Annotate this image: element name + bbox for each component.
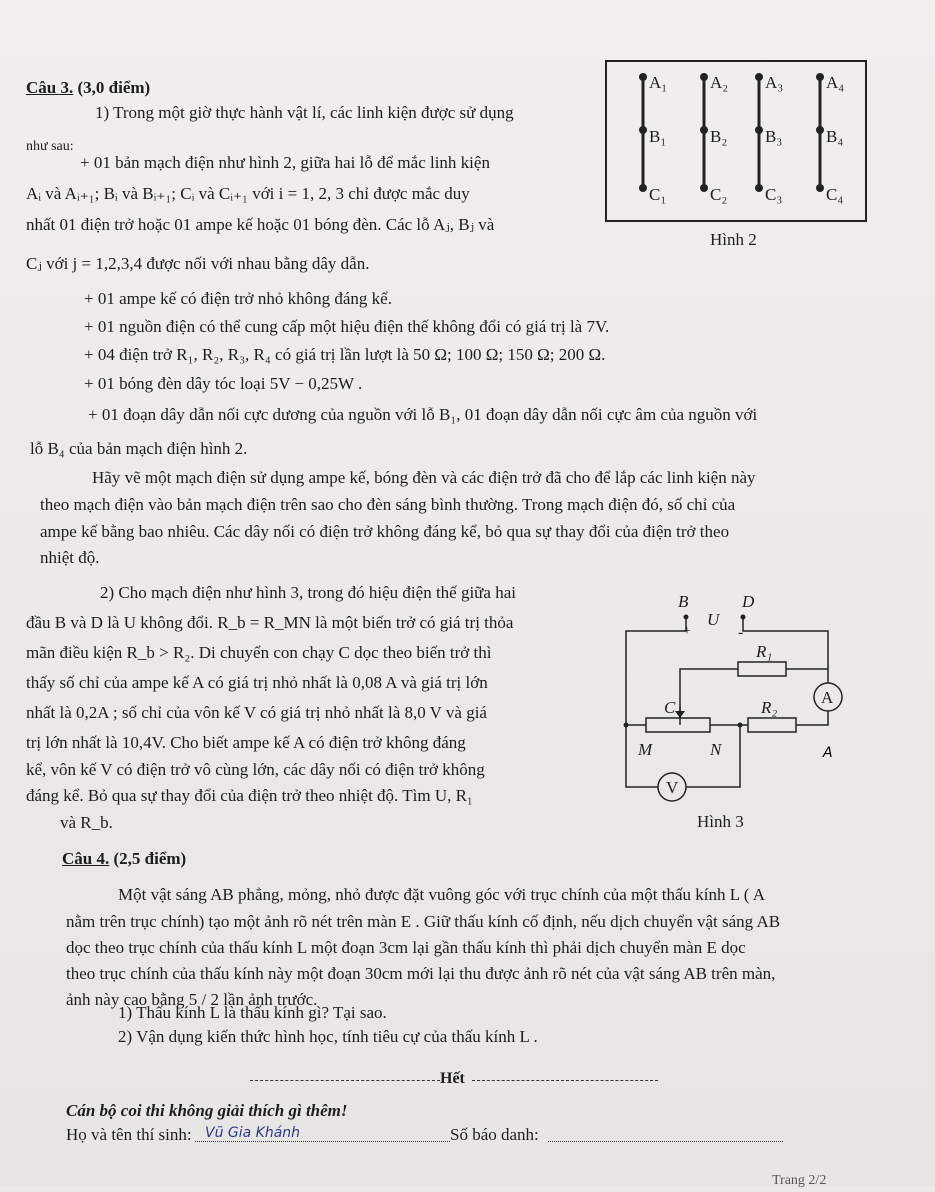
node-m <box>624 723 629 728</box>
q3-p2-line2: đầu B và D là U không đổi. R_b = R_MN là một biến trở có giá trị thỏa <box>26 613 514 632</box>
label-a3: A₃ <box>765 73 784 92</box>
name-dotted-line <box>195 1141 450 1142</box>
q4-heading <box>62 848 186 870</box>
end-marker: Hết <box>440 1070 465 1087</box>
label-c2: C₂ <box>710 185 728 204</box>
figure-2-caption: Hình 2 <box>710 230 757 249</box>
hole-b3 <box>755 126 763 134</box>
label-v: V <box>666 778 679 797</box>
label-m: M <box>638 740 653 759</box>
q3-p2-line3: mãn điều kiện R_b > R₂. Di chuyển con chạy C dọc theo biến trở thì <box>26 643 492 662</box>
rheostat-mn <box>646 718 710 732</box>
q4-line5: ảnh này cao bằng 5 / 2 lần ảnh trước. <box>66 990 318 1009</box>
board-columns <box>643 77 820 188</box>
node-n <box>738 723 743 728</box>
label-c1: C₁ <box>649 185 667 204</box>
hole-a2 <box>700 73 708 81</box>
q3-p2-line9: và R_b. <box>60 813 113 832</box>
figure-2-board <box>605 60 867 222</box>
q4-points: (2,5 điểm) <box>113 849 187 868</box>
invigilator-note: Cán bộ coi thi không giải thích gì thêm! <box>66 1101 348 1120</box>
hole-b4 <box>816 126 824 134</box>
candidate-name-label: Họ và tên thí sinh: <box>66 1125 192 1144</box>
q3-p2-line7: kể, vôn kế V có điện trở vô cùng lớn, các dây nối có điện trở không <box>26 760 485 779</box>
hole-c2 <box>700 184 708 192</box>
terminal-d <box>741 615 746 620</box>
figure-2-svg <box>607 62 865 220</box>
label-r1: R₁ <box>756 642 773 661</box>
label-a2: A₂ <box>710 73 729 92</box>
candidate-number-label: Số báo danh: <box>450 1125 539 1144</box>
q4-title: Câu 4. <box>62 849 110 868</box>
wire-b-left <box>626 618 686 725</box>
q3-p1-line1: 1) Trong một giờ thực hành vật lí, các linh kiện được sử dụng <box>95 103 514 122</box>
figure-3-caption: Hình 3 <box>697 812 744 831</box>
hole-a4 <box>816 73 824 81</box>
resistor-r1 <box>738 662 786 676</box>
q3-p2-line5: nhất là 0,2A ; số chỉ của vôn kế V có giá trị nhỏ nhất là 8,0 V và giá <box>26 703 487 722</box>
q3-p1-line15: ampe kế bằng bao nhiêu. Các dây nối có điện trở không đáng kể, bỏ qua sự thay đổi của điện trở theo <box>40 522 730 541</box>
q3-p2-line4: thấy số chỉ của ampe kế A có giá trị nhỏ nhất là 0,08 A và giá trị lớn <box>26 673 488 692</box>
terminal-b <box>684 615 689 620</box>
wire-r1-left <box>680 669 738 725</box>
slider-arrow-icon <box>675 711 685 718</box>
q3-p1-line4: Aᵢ và Aᵢ₊₁; Bᵢ và Bᵢ₊₁; Cᵢ và Cᵢ₊₁ với i = 1, 2, 3 chỉ được mắc duy <box>26 184 470 203</box>
hole-c1 <box>639 184 647 192</box>
label-c: C <box>664 698 676 717</box>
figure-3-circuit <box>618 585 868 825</box>
label-a1: A₁ <box>649 73 668 92</box>
q3-p1-line10: + 01 bóng đèn dây tóc loại 5V − 0,25W . <box>84 374 363 393</box>
label-c3: C₃ <box>765 185 783 204</box>
number-dotted-line <box>548 1141 783 1142</box>
handwritten-a-mark: A <box>823 745 833 761</box>
label-plus: + <box>683 624 691 639</box>
q3-p1-line2: như sau: <box>26 139 74 154</box>
hole-c3 <box>755 184 763 192</box>
hole-a3 <box>755 73 763 81</box>
label-n: N <box>710 740 722 759</box>
label-a: A <box>821 688 834 707</box>
label-minus: - <box>738 624 744 641</box>
end-rule-right <box>472 1080 658 1081</box>
q4-line3: dọc theo trục chính của thấu kính L một đoạn 3cm lại gần thấu kính thì phải dịch chuyển màn E dọc <box>66 938 746 957</box>
q3-p1-line3: + 01 bản mạch điện như hình 2, giữa hai lỗ để mắc linh kiện <box>80 153 490 172</box>
q4-line4: theo trục chính của thấu kính này một đoạn 30cm mới lại thu được ảnh rõ nét của vật sáng AB trên màn, <box>66 964 776 983</box>
q3-p1-line13: Hãy vẽ một mạch điện sử dụng ampe kế, bóng đèn và các điện trở đã cho để lắp các linh kiện này <box>92 468 756 487</box>
q3-p1-line12: lỗ B₄ của bản mạch điện hình 2. <box>30 439 248 458</box>
label-u: U <box>707 610 720 629</box>
page-number: Trang 2/2 <box>772 1173 827 1188</box>
q3-points: (3,0 điểm) <box>77 78 151 97</box>
q4-line7: 2) Vận dụng kiến thức hình học, tính tiêu cự của thấu kính L . <box>118 1027 538 1046</box>
q4-line1: Một vật sáng AB phẳng, mỏng, nhỏ được đặt vuông góc với trục chính của một thấu kính L ( A <box>118 885 765 904</box>
q3-p1-line8: + 01 nguồn điện có thể cung cấp một hiệu điện thế không đổi có giá trị là 7V. <box>84 317 610 336</box>
q3-p2-line6: trị lớn nhất là 10,4V. Cho biết ampe kế A có điện trở không đáng <box>26 733 466 752</box>
q3-p1-line9: + 04 điện trở R₁, R₂, R₃, R₄ có giá trị lần lượt là 50 Ω; 100 Ω; 150 Ω; 200 Ω. <box>84 345 606 364</box>
wire-ammeter-bottom <box>796 711 828 725</box>
hole-b2 <box>700 126 708 134</box>
q3-p1-line14: theo mạch điện vào bản mạch điện trên sao cho đèn sáng bình thường. Trong mạch điện đó, số chỉ của <box>40 495 736 514</box>
label-r2: R₂ <box>761 698 778 717</box>
q3-p1-line5: nhất 01 điện trở hoặc 01 ampe kế hoặc 01 bóng đèn. Các lỗ Aⱼ, Bⱼ và <box>26 215 495 234</box>
figure-3-svg <box>618 585 868 825</box>
q3-title: Câu 3. <box>26 78 74 97</box>
label-b4: B₄ <box>826 127 844 146</box>
label-d: D <box>742 592 755 611</box>
resistor-r2 <box>748 718 796 732</box>
q3-p1-line16: nhiệt độ. <box>40 548 100 567</box>
q4-line2: nằm trên trục chính) tạo một ảnh rõ nét trên màn E . Giữ thấu kính cố định, nếu dịch chuyển vật sáng AB <box>66 912 781 931</box>
label-b3: B₃ <box>765 127 783 146</box>
hole-c4 <box>816 184 824 192</box>
label-b: B <box>678 592 689 611</box>
hole-b1 <box>639 126 647 134</box>
q3-heading <box>26 77 150 99</box>
hole-a1 <box>639 73 647 81</box>
candidate-name-value: Vũ Gia Khánh <box>205 1125 301 1141</box>
q3-p2-line1: 2) Cho mạch điện như hình 3, trong đó hiệu điện thế giữa hai <box>100 583 516 602</box>
label-a4: A₄ <box>826 73 845 92</box>
end-rule-left <box>250 1080 440 1081</box>
q3-p1-line11: + 01 đoạn dây dẫn nối cực dương của nguồn với lỗ B₁, 01 đoạn dây dẫn nối cực âm của nguồn với <box>88 405 758 424</box>
label-b1: B₁ <box>649 127 667 146</box>
label-c4: C₄ <box>826 185 844 204</box>
q3-p1-line6: Cⱼ với j = 1,2,3,4 được nối với nhau bằng dây dẫn. <box>26 254 370 273</box>
q4-line6: 1) Thấu kính L là thấu kính gì? Tại sao. <box>118 1003 387 1022</box>
q3-p1-line7: + 01 ampe kế có điện trở nhỏ không đáng kể. <box>84 289 392 308</box>
q3-p2-line8: đáng kể. Bỏ qua sự thay đổi của điện trở theo nhiệt độ. Tìm U, R₁ <box>26 786 473 805</box>
label-b2: B₂ <box>710 127 728 146</box>
